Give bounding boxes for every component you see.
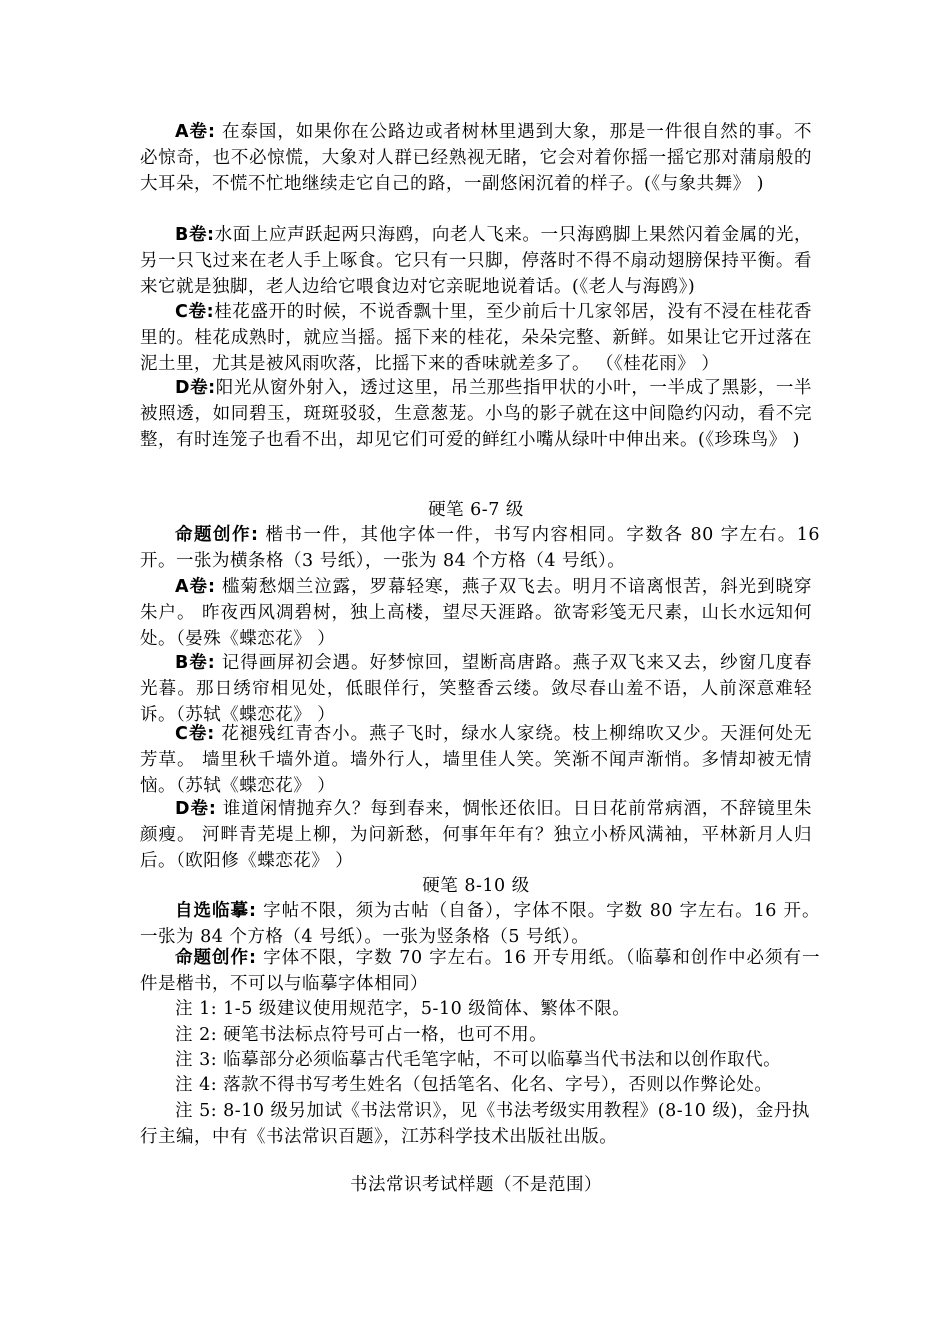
- paragraph-text: 水面上应声跃起两只海鸥，向老人飞来。一只海鸥脚上果然闪着金属的光，另一只飞过来在老人手上啄食。它只有一只脚，停落时不得不扇动翅膀保持平衡。看来它就是独脚，老人边给它喂食边对它亲昵地说着话。(《老人与海鸥》): [140, 225, 812, 297]
- paper-label: B卷:: [175, 653, 216, 673]
- note-4: 注 4: 落款不得书写考生姓名（包括笔名、化名、字号），否则以作弊论处。: [175, 1075, 773, 1095]
- paragraph-text: 阳光从窗外射入，透过这里，吊兰那些指甲状的小叶，一半成了黑影，一半被照透，如同碧玉，斑斑驳驳，生意葱茏。小鸟的影子就在这中间隐约闪动，看不完整，有时连笼子也看不出，却见它们可爱的鲜红小嘴从绿叶中伸出来。(《珍珠鸟》 ): [140, 378, 812, 450]
- section2-intro-paragraph: [140, 523, 820, 575]
- paragraph-text: 记得画屏初会遇。好梦惊回，望断高唐路。燕子双飞来又去，纱窗几度春光暮。那日绣帘相见处，低眼佯行，笑整香云缕。敛尽春山羞不语，人前深意难轻诉。（苏轼《蝶恋花》 ）: [140, 653, 813, 725]
- paper-label: D卷:: [175, 378, 216, 398]
- section3-copy-paragraph: [140, 899, 820, 951]
- paper-label: C卷:: [175, 302, 215, 322]
- section1-c-paragraph: [140, 300, 812, 377]
- section2-a-paragraph: [140, 575, 812, 652]
- paragraph-text: 楷书一件，其他字体一件，书写内容相同。字数各 80 字左右。16 开。一张为横条格（3 号纸），一张为 84 个方格（4 号纸）。: [140, 525, 821, 571]
- section1-a-paragraph: [140, 120, 812, 197]
- paragraph-text: 花褪残红青杏小。燕子飞时，绿水人家绕。枝上柳绵吹又少。天涯何处无芳草。 墙里秋千墙外道。墙外行人，墙里佳人笑。笑渐不闻声渐悄。多情却被无情恼。（苏轼《蝶恋花》 ）: [140, 724, 813, 796]
- task-label: 命题创作:: [175, 948, 257, 968]
- task-label: 命题创作:: [175, 525, 259, 545]
- note-5: 注 5: 8-10 级另加试《书法常识》，见《书法考级实用教程》(8-10 级)，金丹执行主编，中有《书法常识百题》，江苏科学技术出版社出版。: [140, 1101, 810, 1147]
- task-label: 自选临摹:: [175, 901, 257, 921]
- section3-create-paragraph: [140, 946, 820, 998]
- section1-d-paragraph: [140, 376, 812, 453]
- paper-label: D卷:: [175, 799, 217, 819]
- section2-b-paragraph: [140, 651, 812, 728]
- paper-label: C卷:: [175, 724, 215, 744]
- section3-heading: 硬笔 8-10 级: [422, 876, 530, 896]
- paper-label: A卷:: [175, 577, 216, 597]
- paragraph-text: 槛菊愁烟兰泣露，罗幕轻寒，燕子双飞去。明月不谙离恨苦，斜光到晓穿朱户。 昨夜西风凋碧树，独上高楼，望尽天涯路。欲寄彩笺无尺素，山长水远知何处。（晏殊《蝶恋花》 ）: [140, 577, 812, 649]
- section2-c-paragraph: [140, 722, 812, 799]
- section2-heading: 硬笔 6-7 级: [428, 500, 524, 520]
- note-2: 注 2: 硬笔书法标点符号可占一格，也可不用。: [175, 1025, 548, 1045]
- paragraph-text: 字体不限，字数 70 字左右。16 开专用纸。（临摹和创作中必须有一件是楷书，不可以与临摹字体相同）: [140, 948, 820, 994]
- note-3: 注 3: 临摹部分必须临摹古代毛笔字帖，不可以临摹当代书法和以创作取代。: [175, 1050, 782, 1070]
- paragraph-text: 谁道闲情抛弃久？每到春来，惆怅还依旧。日日花前常病酒，不辞镜里朱颜瘦。 河畔青芜堤上柳，为问新愁，何事年年有？独立小桥风满袖，平林新月人归后。（欧阳修《蝶恋花》 ）: [140, 799, 812, 871]
- paragraph-text: 桂花盛开的时候，不说香飘十里，至少前后十几家邻居，没有不浸在桂花香里的。桂花成熟时，就应当摇。摇下来的桂花，朵朵完整、新鲜。如果让它开过落在泥土里，尤其是被风雨吹落，比摇下来的香味就差多了。 （《桂花雨》 ）: [140, 302, 813, 374]
- paper-label: B卷:: [175, 225, 215, 245]
- note-1: 注 1: 1-5 级建议使用规范字，5-10 级简体、繁体不限。: [175, 999, 631, 1019]
- footer-heading: 书法常识考试样题（不是范围）: [350, 1175, 602, 1195]
- paper-label: A卷:: [175, 122, 216, 142]
- section1-b-paragraph: [140, 223, 812, 300]
- paragraph-text: 在泰国，如果你在公路边或者树林里遇到大象，那是一件很自然的事。不必惊奇，也不必惊慌，大象对人群已经熟视无睹，它会对着你摇一摇它那对蒲扇般的大耳朵，不慌不忙地继续走它自己的路，一副悠闲沉着的样子。(《与象共舞》 ): [140, 122, 812, 194]
- paragraph-text: 字帖不限，须为古帖（自备），字体不限。字数 80 字左右。16 开。一张为 84 个方格（4 号纸）。一张为竖条格（5 号纸）。: [140, 901, 820, 947]
- section2-d-paragraph: [140, 797, 812, 874]
